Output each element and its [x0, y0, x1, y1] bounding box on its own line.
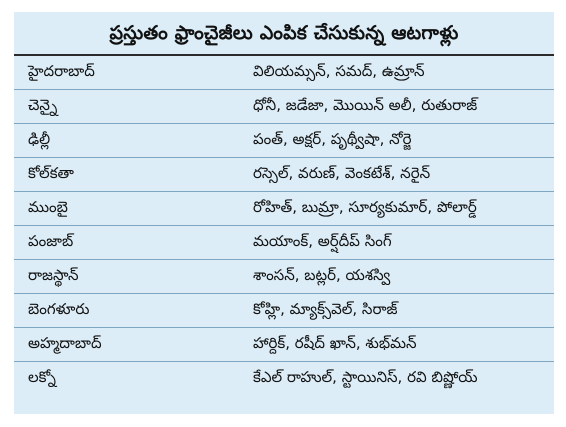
- city-cell: ఢిల్లీ: [28, 129, 51, 148]
- franchise-players-panel: [14, 12, 554, 414]
- players-cell: శాంసన్, బట్లర్, యశస్వి: [253, 265, 391, 284]
- table-row: [14, 294, 554, 328]
- players-cell: విలియమ్సన్, సమద్, ఉమ్రాన్: [253, 61, 425, 80]
- players-cell: రోహిత్, బుమ్రా, సూర్యకుమార్, పోలార్డ్: [253, 197, 477, 216]
- table-row: [14, 260, 554, 294]
- players-cell: హార్దిక్, రషీద్ ఖాన్, శుభ్‌మన్: [253, 333, 417, 352]
- players-cell: కేఎల్ రాహుల్, స్టాయినిస్, రవి బిష్ణోయ్: [253, 368, 478, 386]
- table-row: [14, 328, 554, 362]
- players-cell: మయాంక్, అర్ష్‌దీప్ సింగ్: [253, 231, 392, 250]
- city-cell: కోల్‌కతా: [28, 163, 74, 182]
- table-row: [14, 362, 554, 396]
- table-row: [14, 124, 554, 158]
- table-row: [14, 226, 554, 260]
- table-row: [14, 158, 554, 192]
- city-cell: ముంబై: [28, 197, 68, 216]
- players-cell: పంత్, అక్షర్, పృథ్వీషా, నోర్జె: [253, 129, 412, 148]
- city-cell: బెంగళూరు: [28, 299, 90, 318]
- city-cell: పంజాబ్: [28, 231, 74, 250]
- city-cell: హైదరాబాద్: [28, 61, 95, 80]
- players-cell: ధోనీ, జడేజా, మొయిన్ అలీ, రుతురాజ్: [253, 95, 478, 114]
- city-cell: అహ్మదాబాద్: [28, 333, 102, 352]
- franchise-table: [14, 54, 554, 396]
- city-cell: రాజస్థాన్: [28, 265, 79, 284]
- table-title: ప్రస్తుతం ఫ్రాంచైజీలు ఎంపిక చేసుకున్న ఆటగాళ్లు: [109, 22, 459, 44]
- city-cell: చెన్నై: [28, 95, 58, 114]
- table-row: [14, 56, 554, 90]
- players-cell: రస్సెల్, వరుణ్, వెంకటేశ్, నరైన్: [253, 163, 431, 182]
- players-cell: కోహ్లి, మ్యాక్స్‌వెల్, సిరాజ్: [253, 299, 398, 318]
- table-row: [14, 90, 554, 124]
- table-row: [14, 192, 554, 226]
- city-cell: లక్నో: [28, 368, 56, 386]
